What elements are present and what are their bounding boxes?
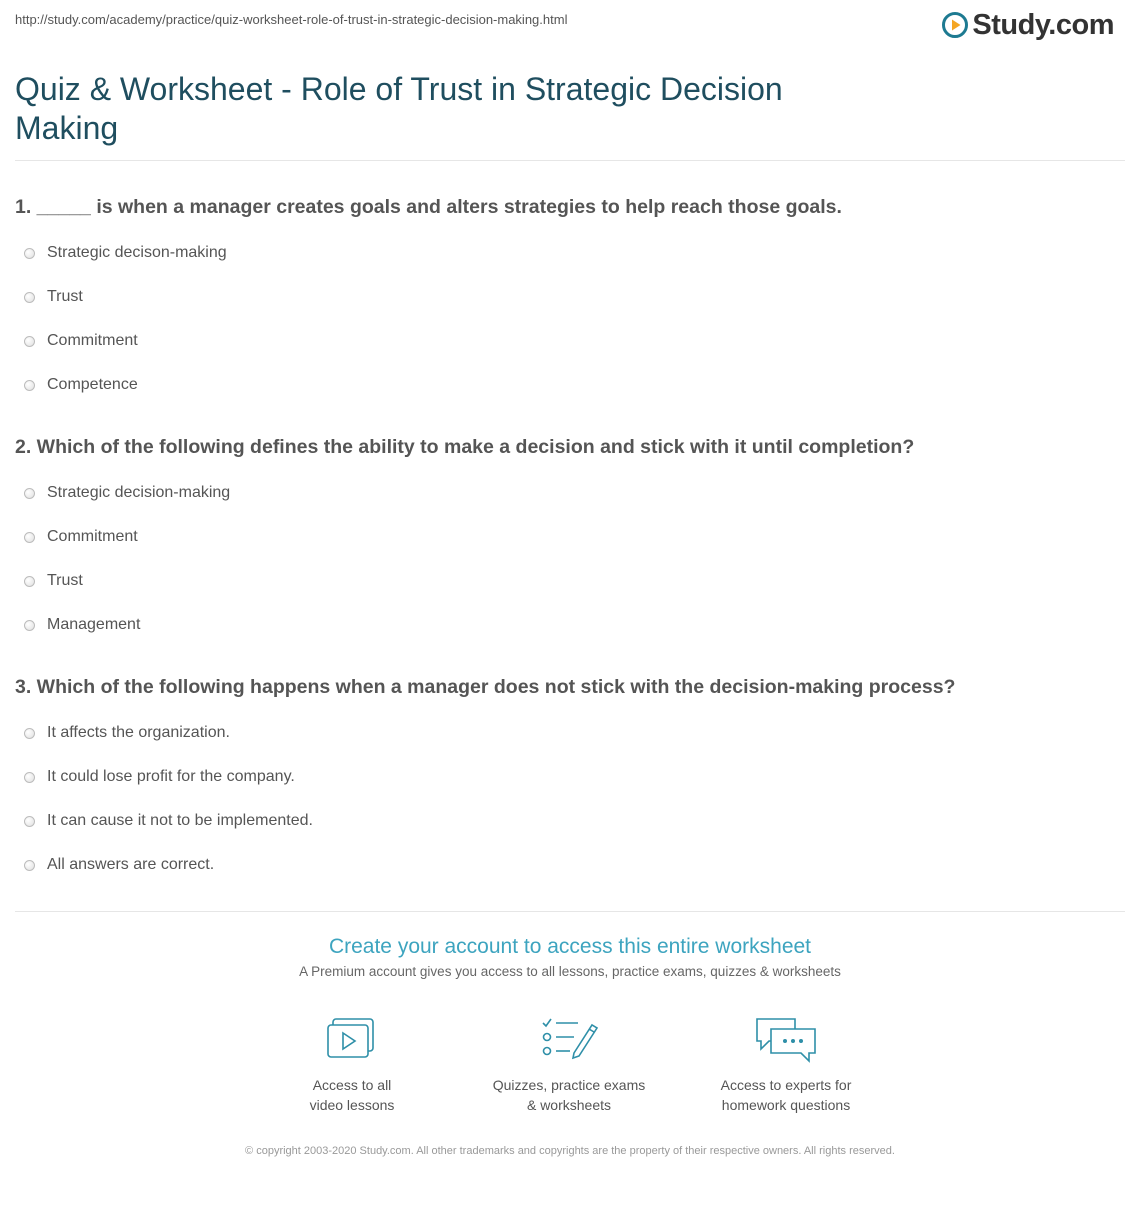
quiz-checklist-icon <box>540 1015 598 1063</box>
answer-label: It affects the organization. <box>47 724 230 741</box>
answer-label: Commitment <box>47 332 138 349</box>
answer-options <box>15 231 1125 407</box>
answer-label: Trust <box>47 288 83 305</box>
question-text: 2. Which of the following defines the ability to make a decision and stick with it until completion? <box>15 436 915 458</box>
answer-option[interactable] <box>15 319 1125 363</box>
feature-label-line: video lessons <box>309 1097 395 1113</box>
copyright-footer: © copyright 2003-2020 Study.com. All other trademarks and copyrights are the property of their respective owners. All rights reserved. <box>245 1145 895 1157</box>
question-2 <box>15 434 1125 647</box>
radio-button-icon[interactable] <box>24 620 35 631</box>
radio-button-icon[interactable] <box>24 532 35 543</box>
feature-label-line: homework questions <box>721 1097 851 1113</box>
answer-option[interactable] <box>15 843 1125 887</box>
create-account-link[interactable]: Create your account to access this entire worksheet <box>328 935 812 958</box>
radio-button-icon[interactable] <box>24 728 35 739</box>
chat-bubbles-icon <box>753 1015 819 1063</box>
study-logo[interactable] <box>942 8 1114 42</box>
answer-options <box>15 711 1125 887</box>
answer-label: It could lose profit for the company. <box>47 768 295 785</box>
divider <box>15 911 1125 912</box>
answer-option[interactable] <box>15 755 1125 799</box>
answer-option[interactable] <box>15 363 1125 407</box>
answer-option[interactable] <box>15 603 1125 647</box>
radio-button-icon[interactable] <box>24 860 35 871</box>
answer-label: Competence <box>47 376 138 393</box>
question-text: 3. Which of the following happens when a manager does not stick with the decision-making process? <box>15 676 956 698</box>
cta-subtitle: A Premium account gives you access to all lessons, practice exams, quizzes & worksheets <box>299 964 841 979</box>
feature-quizzes <box>469 1015 669 1115</box>
answer-option[interactable] <box>15 799 1125 843</box>
video-lesson-icon <box>325 1015 379 1063</box>
answer-option[interactable] <box>15 471 1125 515</box>
radio-button-icon[interactable] <box>24 336 35 347</box>
radio-button-icon[interactable] <box>24 488 35 499</box>
play-circle-icon <box>942 12 968 38</box>
feature-label-line: Access to all <box>312 1077 392 1093</box>
answer-label: Strategic decison-making <box>47 244 227 261</box>
question-3 <box>15 674 1125 887</box>
radio-button-icon[interactable] <box>24 772 35 783</box>
answer-options <box>15 471 1125 647</box>
radio-button-icon[interactable] <box>24 248 35 259</box>
feature-label-line: Access to experts for <box>720 1077 852 1093</box>
answer-label: Management <box>47 616 141 633</box>
answer-label: Strategic decision-making <box>47 484 231 501</box>
page-title: Quiz & Worksheet - Role of Trust in Strategic Decision Making <box>15 71 783 146</box>
answer-label: All answers are correct. <box>47 856 215 873</box>
answer-label: Trust <box>47 572 83 589</box>
answer-option[interactable] <box>15 711 1125 755</box>
page-url: http://study.com/academy/practice/quiz-worksheet-role-of-trust-in-strategic-decision-making.html <box>15 12 568 27</box>
answer-option[interactable] <box>15 275 1125 319</box>
feature-experts <box>686 1015 886 1115</box>
answer-option[interactable] <box>15 231 1125 275</box>
answer-option[interactable] <box>15 515 1125 559</box>
answer-option[interactable] <box>15 559 1125 603</box>
feature-label-line: Quizzes, practice exams <box>492 1077 646 1093</box>
question-text: 1. _____ is when a manager creates goals and alters strategies to help reach those goals. <box>15 196 842 218</box>
feature-label-line: & worksheets <box>526 1097 612 1113</box>
radio-button-icon[interactable] <box>24 292 35 303</box>
logo-text: Study.com <box>972 8 1114 41</box>
question-1 <box>15 194 1125 407</box>
radio-button-icon[interactable] <box>24 816 35 827</box>
answer-label: It can cause it not to be implemented. <box>47 812 313 829</box>
premium-cta <box>0 934 1140 979</box>
radio-button-icon[interactable] <box>24 380 35 391</box>
divider <box>15 160 1125 161</box>
radio-button-icon[interactable] <box>24 576 35 587</box>
feature-video-lessons <box>252 1015 452 1115</box>
answer-label: Commitment <box>47 528 138 545</box>
